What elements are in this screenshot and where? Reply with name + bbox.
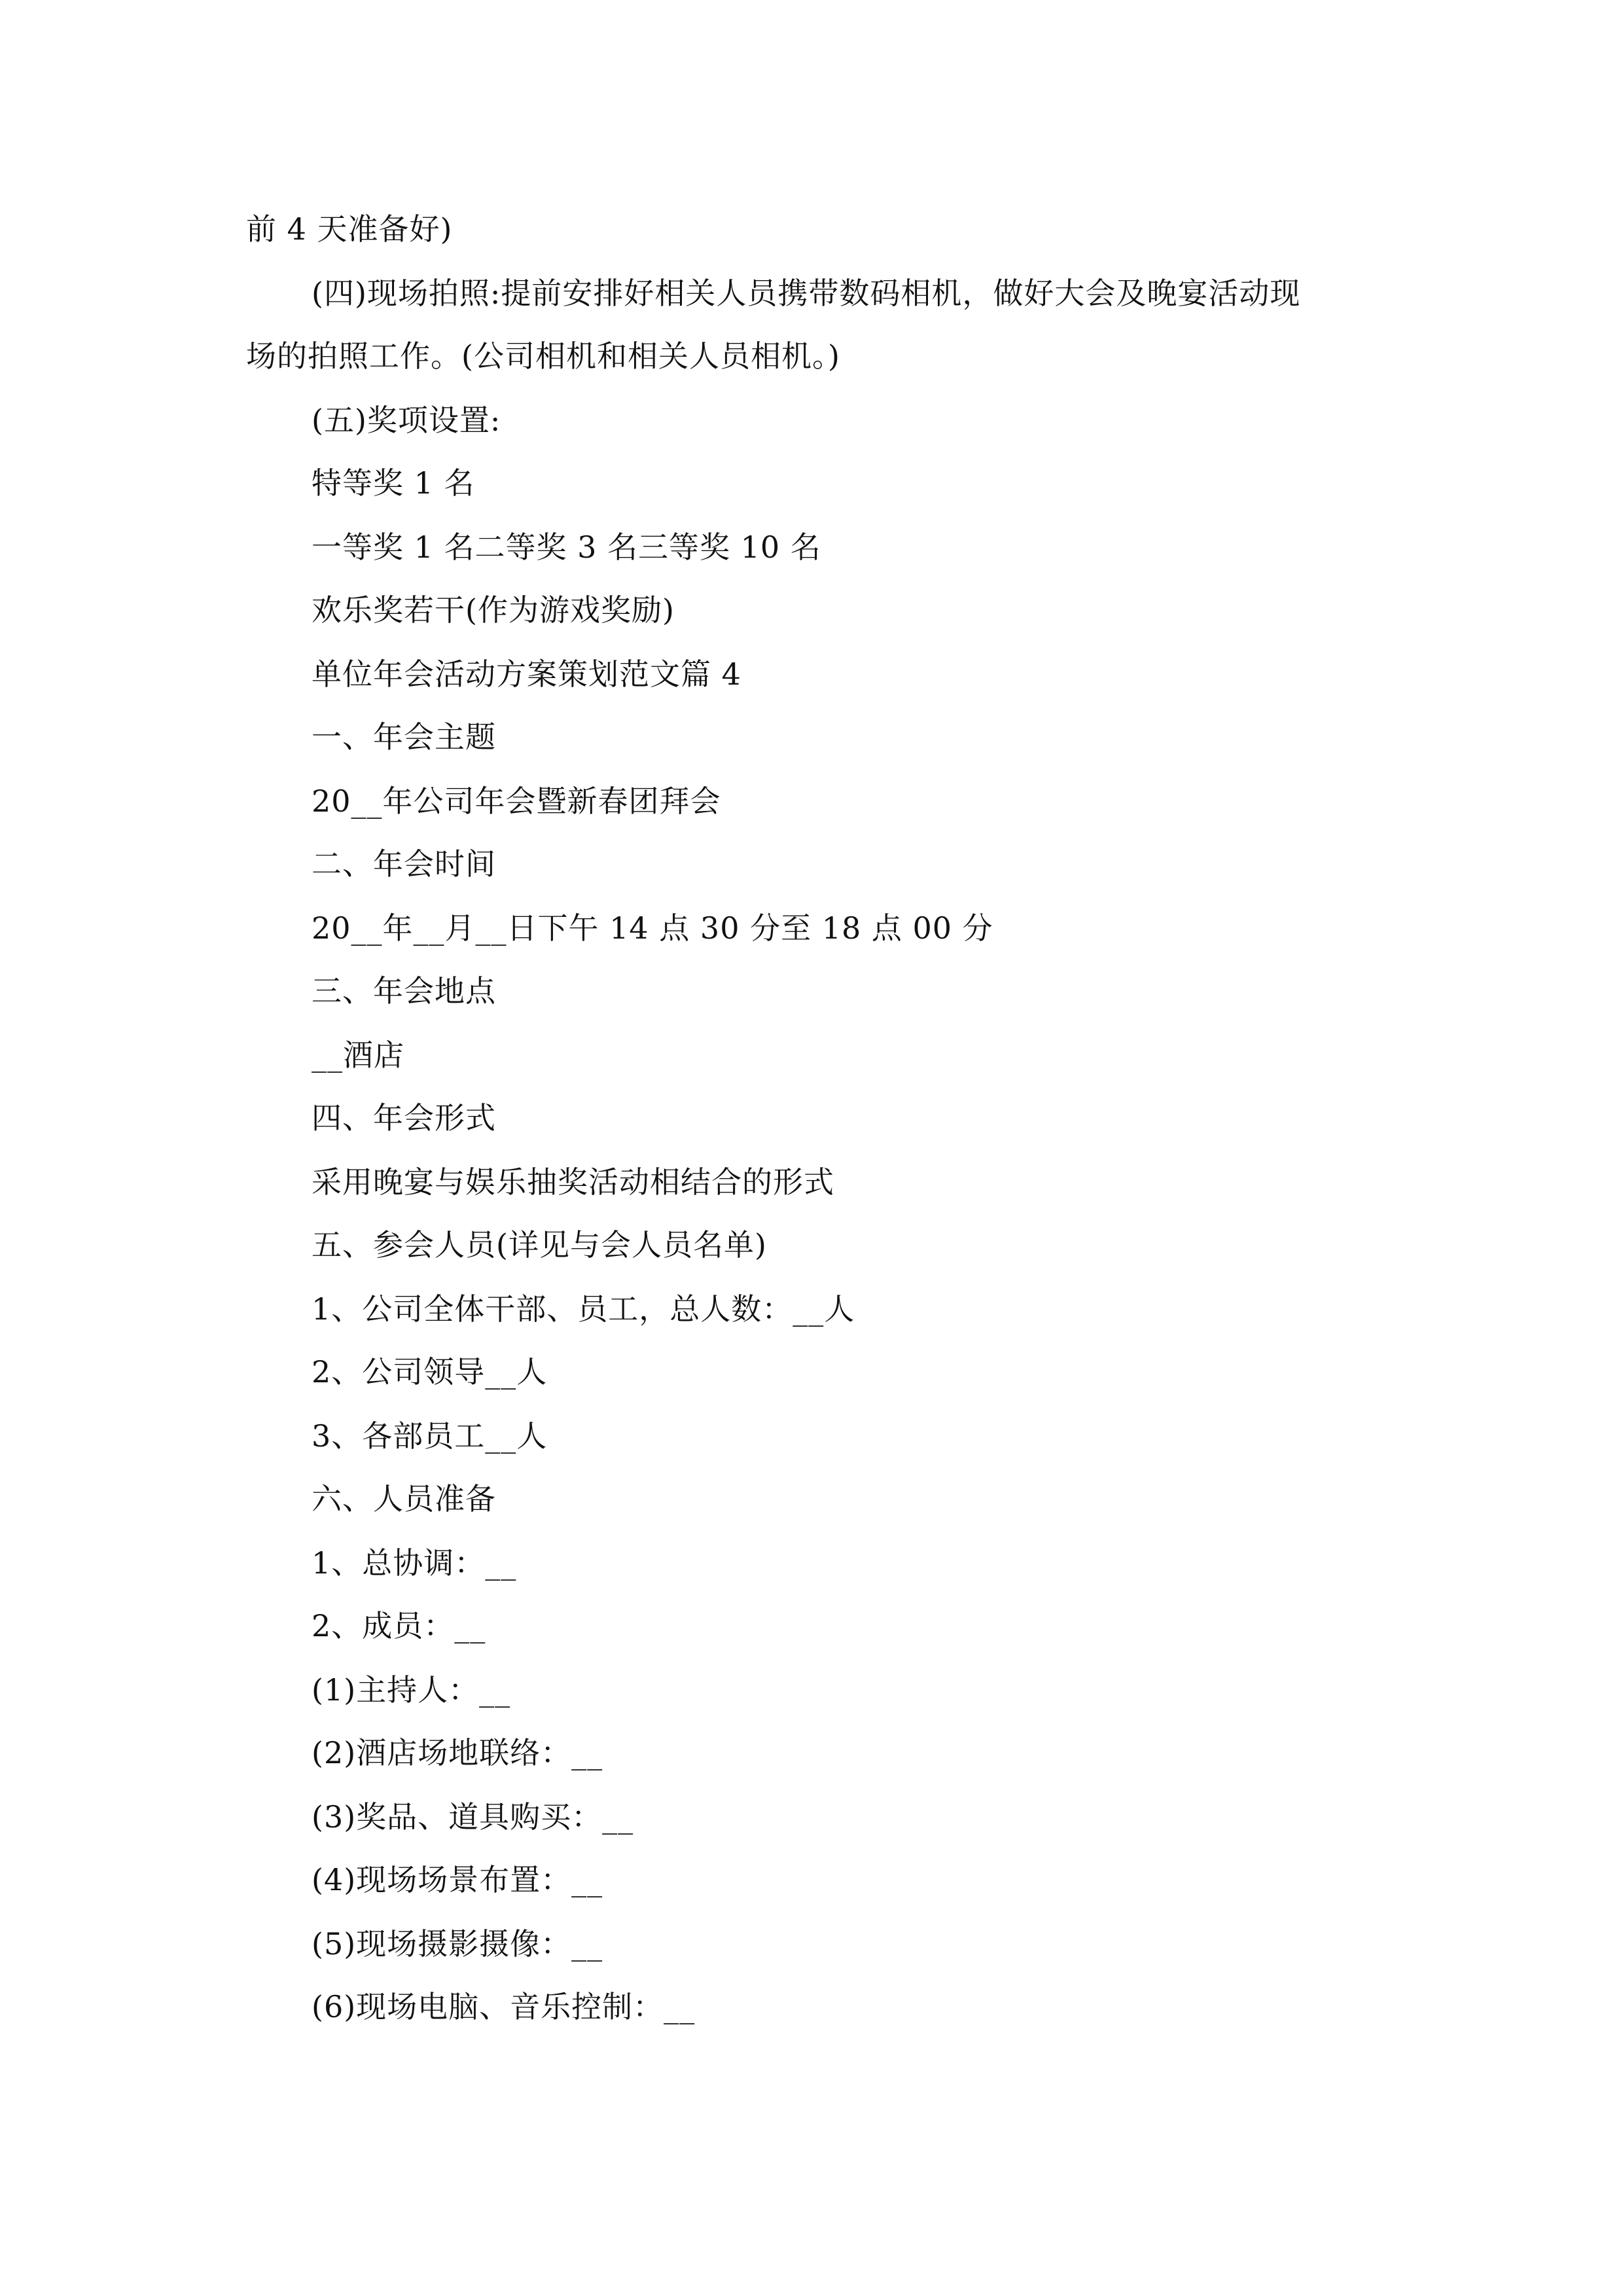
text-line: (3)奖品、道具购买：__ [312,1799,634,1835]
text-line: 2、公司领导__人 [312,1354,548,1390]
text-line: 3、各部员工__人 [312,1418,548,1454]
text-line: (五)奖项设置: [312,403,501,438]
text-line: (5)现场摄影摄像：__ [312,1926,603,1962]
text-line: 1、总协调：__ [312,1545,517,1581]
text-line: 场的拍照工作。(公司相机和相关人员相机。) [246,338,840,374]
text-line: 前 4 天准备好) [246,211,453,247]
text-line: (6)现场电脑、音乐控制：__ [312,1989,696,2024]
text-line: 四、年会形式 [312,1100,496,1136]
text-line: 二、年会时间 [312,846,496,882]
text-line: (4)现场场景布置：__ [312,1862,603,1897]
section-heading: 单位年会活动方案策划范文篇 4 [312,656,741,692]
text-line: 一等奖 1 名二等奖 3 名三等奖 10 名 [312,529,821,565]
text-line: 1、公司全体干部、员工，总人数：__人 [312,1291,855,1327]
text-line: 一、年会主题 [312,719,496,755]
text-line: 特等奖 1 名 [312,465,475,501]
text-line: 六、人员准备 [312,1481,496,1516]
text-line: 欢乐奖若干(作为游戏奖励) [312,592,675,628]
text-line: __酒店 [312,1037,404,1073]
text-line: 采用晚宴与娱乐抽奖活动相结合的形式 [312,1164,834,1200]
text-line: 20__年公司年会暨新春团拜会 [312,783,721,819]
text-line: 20__年__月__日下午 14 点 30 分至 18 点 00 分 [312,910,993,946]
text-line: (四)现场拍照:提前安排好相关人员携带数码相机，做好大会及晚宴活动现 [312,276,1301,311]
text-line: 三、年会地点 [312,973,496,1009]
text-line: 五、参会人员(详见与会人员名单) [312,1227,767,1263]
text-line: (2)酒店场地联络：__ [312,1735,603,1770]
text-line: (1)主持人：__ [312,1672,511,1708]
text-line: 2、成员：__ [312,1608,486,1643]
